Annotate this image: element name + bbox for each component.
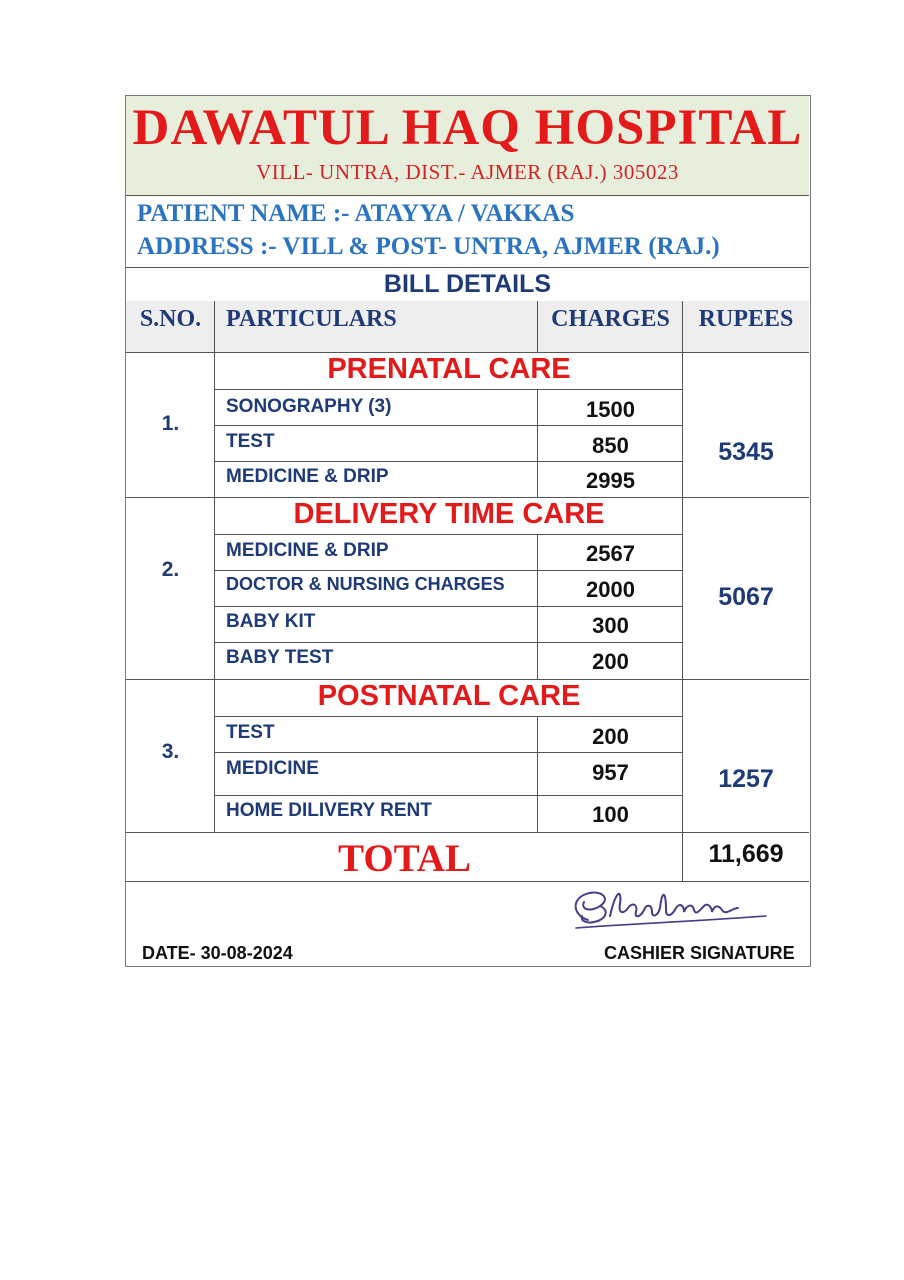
column-divider — [537, 301, 538, 352]
item-name: MEDICINE — [226, 758, 319, 779]
item-charge: 200 — [592, 724, 629, 749]
divider — [214, 642, 683, 643]
total-value: 11,669 — [708, 840, 784, 868]
divider — [214, 716, 683, 717]
item-charge: 200 — [592, 649, 629, 674]
item-name: HOME DILIVERY RENT — [226, 800, 432, 821]
section-rupees: 5345 — [718, 438, 774, 466]
hospital-name: DAWATUL HAQ HOSPITAL — [132, 100, 803, 156]
section-sno: 1. — [161, 412, 180, 435]
item-name: SONOGRAPHY (3) — [226, 396, 392, 417]
item-name: MEDICINE & DRIP — [226, 466, 389, 487]
column-header-sno: S.NO. — [139, 306, 202, 332]
divider — [214, 425, 683, 426]
divider — [126, 832, 809, 833]
divider — [214, 570, 683, 571]
section-rupees: 5067 — [718, 583, 774, 611]
bill-date: DATE- 30-08-2024 — [142, 943, 293, 963]
item-charge: 300 — [592, 613, 629, 638]
hospital-address: VILL- UNTRA, DIST.- AJMER (RAJ.) 305023 — [256, 160, 679, 184]
section-title-postnatal: POSTNATAL CARE — [317, 680, 581, 712]
divider — [214, 795, 683, 796]
divider — [214, 389, 683, 390]
item-charge: 100 — [592, 802, 629, 827]
bill-document — [125, 95, 811, 967]
item-name: TEST — [226, 431, 275, 452]
divider — [214, 534, 683, 535]
cashier-signature-label: CASHIER SIGNATURE — [604, 943, 795, 963]
item-charge: 2567 — [586, 541, 635, 566]
column-header-charges: CHARGES — [551, 306, 670, 332]
section-rupees: 1257 — [718, 765, 774, 793]
column-header-rupees: RUPEES — [698, 306, 794, 332]
section-sno: 3. — [161, 740, 180, 763]
item-name: MEDICINE & DRIP — [226, 540, 389, 561]
section-sno: 2. — [161, 558, 180, 581]
item-charge: 850 — [592, 433, 629, 458]
item-name: TEST — [226, 722, 275, 743]
item-charge: 1500 — [586, 397, 635, 422]
item-name: BABY KIT — [226, 611, 316, 632]
item-name: DOCTOR & NURSING CHARGES — [226, 574, 505, 594]
total-label: TOTAL — [338, 837, 471, 880]
divider — [214, 606, 683, 607]
divider — [126, 195, 809, 196]
patient-address: ADDRESS :- VILL & POST- UNTRA, AJMER (RAJ.) — [137, 233, 720, 260]
item-charge: 957 — [592, 760, 629, 785]
divider — [214, 752, 683, 753]
column-header-particulars: PARTICULARS — [226, 306, 397, 332]
patient-name: PATIENT NAME :- ATAYYA / VAKKAS — [137, 200, 575, 227]
cashier-signature — [566, 880, 796, 935]
item-charge: 2995 — [586, 468, 635, 493]
bill-details-title: BILL DETAILS — [383, 270, 552, 298]
section-title-delivery: DELIVERY TIME CARE — [293, 498, 605, 530]
divider — [126, 267, 809, 268]
item-name: BABY TEST — [226, 647, 334, 668]
divider — [214, 461, 683, 462]
section-title-prenatal: PRENATAL CARE — [327, 353, 571, 385]
item-charge: 2000 — [586, 577, 635, 602]
